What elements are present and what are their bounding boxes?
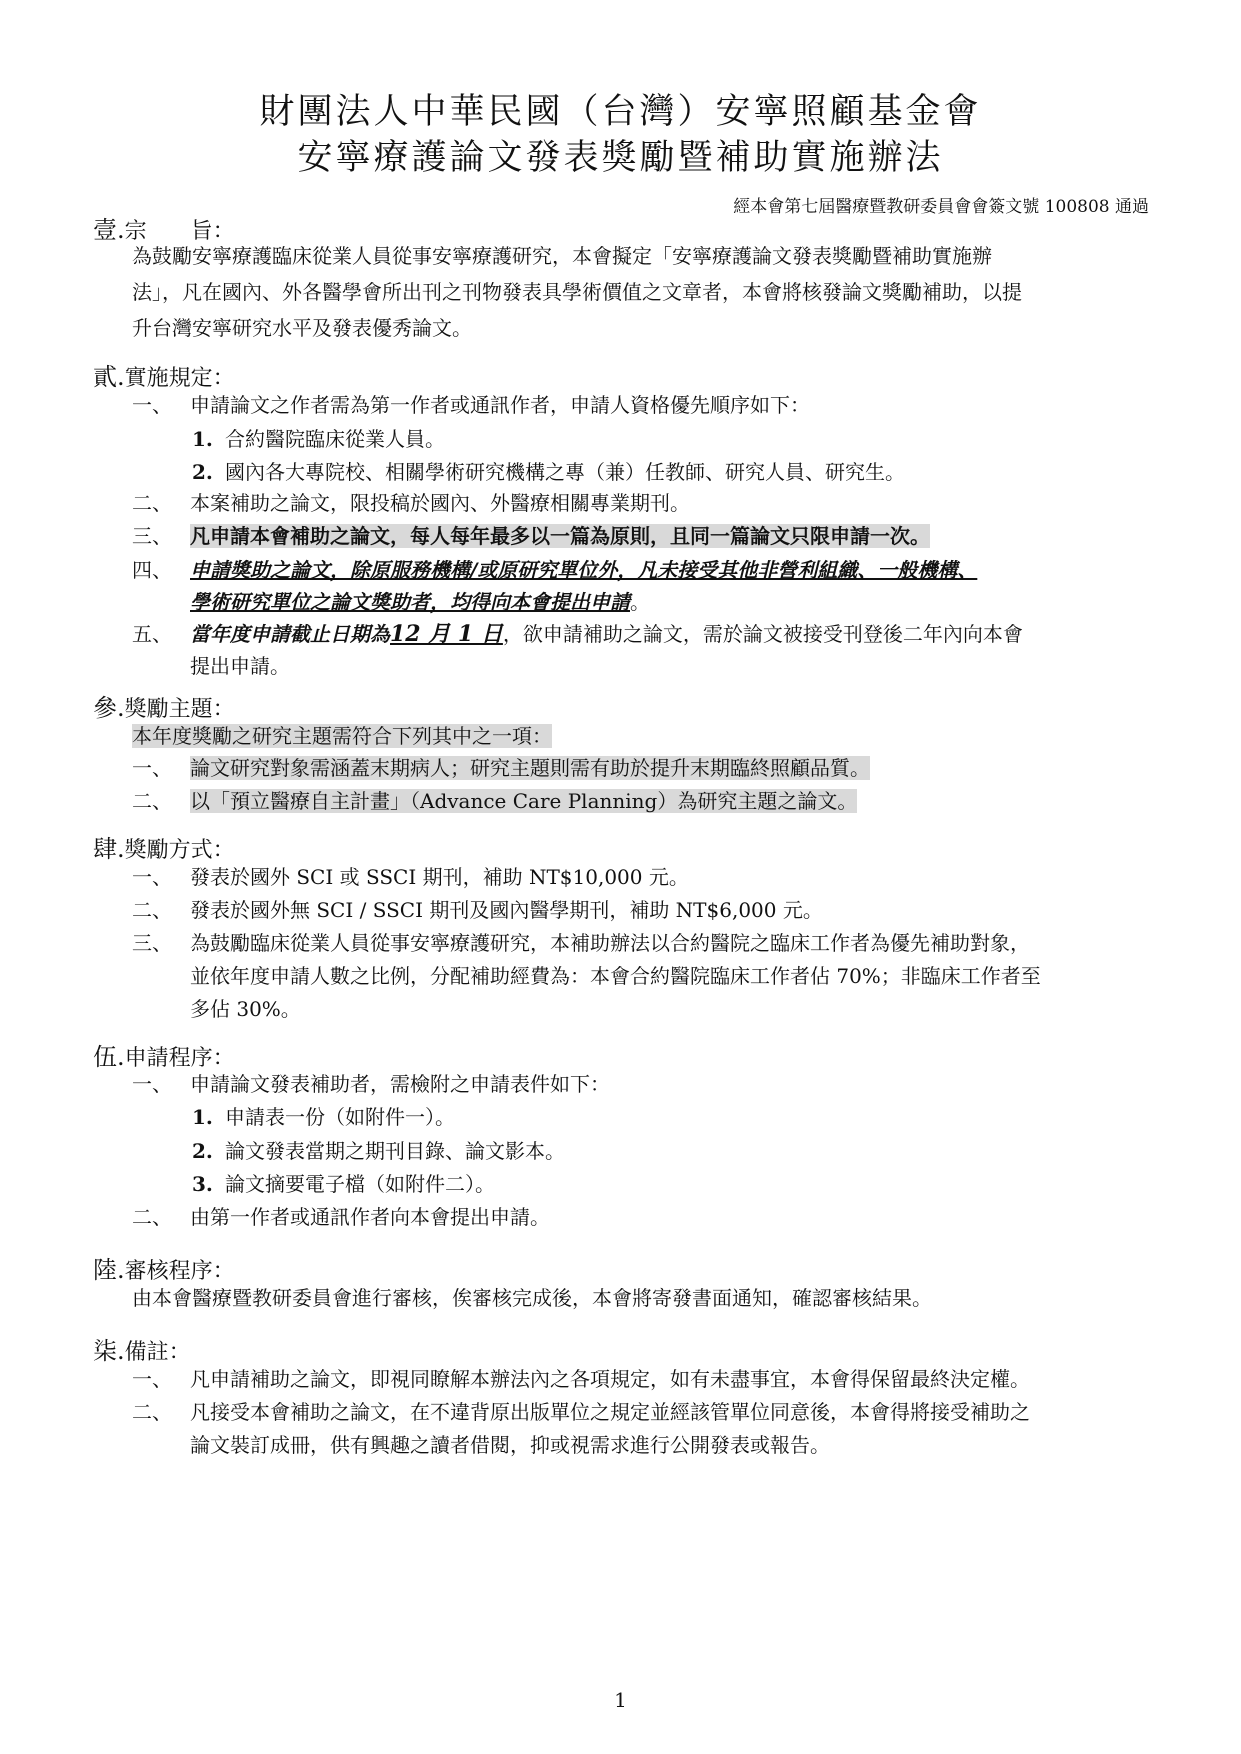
reward-1-text: 發表於國外 SCI 或 SSCI 期刊，補助 NT$10,000 元。 [190,865,689,889]
highlighted-text: 凡申請本會補助之論文，每人每年最多以一篇為原則，且同一篇論文只限申請一次。 [190,524,930,548]
section-heading-application [93,1037,235,1072]
application-doc-2: 論文發表當期之期刊目錄、論文影本。 [225,1139,565,1163]
rule-4-line-2-end: 。 [630,590,650,614]
section-title: 實施規定： [124,366,235,391]
list-marker: 二、 [132,1205,172,1229]
list-marker: 二、 [132,1400,172,1424]
list-marker: 三、 [132,524,172,548]
rule-4-line-2-emph: 學術研究單位之論文獎助者，均得向本會提出申請 [190,590,630,614]
section-title: 申請程序： [124,1046,235,1071]
application-1-text: 申請論文發表補助者，需檢附之申請表件如下： [190,1072,610,1096]
sub-number: 2. [192,460,213,484]
note-1-text: 凡申請補助之論文，即視同瞭解本辦法內之各項規定，如有未盡事宜，本會得保留最終決定權。 [190,1367,1030,1391]
application-doc-1: 申請表一份（如附件一）。 [225,1105,455,1129]
section-number: 壹. [93,216,125,244]
section-heading-rules [93,357,235,392]
section-title: 獎勵方式： [124,838,235,863]
section-heading-review [93,1250,235,1285]
list-marker: 五、 [132,622,172,646]
list-marker: 一、 [132,756,172,780]
section-number: 貳. [93,363,125,391]
list-marker: 三、 [132,931,172,955]
highlighted-text: 以「預立醫療自主計畫」（Advance Care Planning）為研究主題之論文。 [190,789,858,813]
purpose-line-1: 為鼓勵安寧療護臨床從業人員從事安寧療護研究，本會擬定「安寧療護論文發表獎勵暨補助實施辦 [132,244,992,268]
sub-number: 3. [192,1172,213,1196]
review-text: 由本會醫療暨教研委員會進行審核，俟審核完成後，本會將寄發書面通知，確認審核結果。 [132,1286,932,1310]
list-marker: 四、 [132,558,172,582]
application-2-text: 由第一作者或通訊作者向本會提出申請。 [190,1205,550,1229]
reward-3-line-1: 為鼓勵臨床從業人員從事安寧療護研究，本補助辦法以合約醫院之臨床工作者為優先補助對象， [190,931,1030,955]
purpose-line-3: 升台灣安寧研究水平及發表優秀論文。 [132,316,472,340]
sub-number: 1. [192,1105,213,1129]
purpose-line-2: 法」，凡在國內、外各醫學會所出刊之刊物發表具學術價值之文章者，本會將核發論文獎勵補助，以提 [132,280,1022,304]
topic-2-text [190,786,857,816]
reward-3-line-2: 並依年度申請人數之比例，分配補助經費為：本會合約醫院臨床工作者佔 70%；非臨床工作者至 [190,964,1041,988]
sub-number: 1. [192,427,213,451]
deadline-label: 當年度申請截止日期為 [190,622,390,646]
list-marker: 一、 [132,865,172,889]
rule-4-line-1: 申請獎助之論文，除原服務機構/或原研究單位外，凡未接受其他非營利組織、一般機構、 [190,558,978,582]
approval-note: 經本會第七屆醫療暨教研委員會會簽文號 100808 通過 [733,197,1149,217]
rule-1-sub-2: 國內各大專院校、相關學術研究機構之專（兼）任教師、研究人員、研究生。 [225,460,905,484]
rule-1-text: 申請論文之作者需為第一作者或通訊作者，申請人資格優先順序如下： [190,393,810,417]
rule-5-line-2: 提出申請。 [190,654,290,678]
highlighted-text: 論文研究對象需涵蓋末期病人；研究主題則需有助於提升末期臨終照顧品質。 [190,756,870,780]
section-title: 宗 旨： [124,219,235,244]
section-title: 審核程序： [124,1259,235,1284]
section-heading-notes [93,1331,191,1366]
rule-2-text: 本案補助之論文，限投稿於國內、外醫療相關專業期刊。 [190,491,690,515]
list-marker: 一、 [132,1072,172,1096]
rule-1-sub-1: 合約醫院臨床從業人員。 [225,427,445,451]
deadline-date: 12 月 1 日 [390,621,503,647]
reward-2-text: 發表於國外無 SCI / SSCI 期刊及國內醫學期刊，補助 NT$6,000 元。 [190,898,823,922]
rule-4-line-2 [190,587,650,617]
list-marker: 二、 [132,898,172,922]
page-number: 1 [614,1688,627,1712]
note-2-line-2: 論文裝訂成冊，供有興趣之讀者借閱，抑或視需求進行公開發表或報告。 [190,1433,830,1457]
section-heading-purpose [93,210,235,245]
section-number: 陸. [93,1256,125,1284]
section-title: 獎勵主題： [124,697,235,722]
list-marker: 二、 [132,491,172,515]
section-heading-topics [93,688,235,723]
rule-5-rest: ，欲申請補助之論文，需於論文被接受刊登後二年內向本會 [502,622,1023,646]
list-marker: 二、 [132,789,172,813]
topics-intro [132,721,552,751]
section-number: 參. [93,694,125,722]
sub-number: 2. [192,1139,213,1163]
section-title: 備註： [124,1340,191,1365]
note-2-line-1: 凡接受本會補助之論文，在不違背原出版單位之規定並經該管單位同意後，本會得將接受補助之 [190,1400,1030,1424]
highlighted-text: 本年度獎勵之研究主題需符合下列其中之一項： [132,724,552,748]
list-marker: 一、 [132,393,172,417]
section-number: 肆. [93,835,125,863]
section-number: 柒. [93,1337,125,1365]
topic-1-text [190,753,870,783]
section-heading-rewards [93,829,235,864]
rule-3-text [190,521,930,551]
document-title-line2: 安寧療護論文發表獎勵暨補助實施辦法 [297,138,944,178]
document-title-line1: 財團法人中華民國（台灣）安寧照顧基金會 [259,92,982,132]
list-marker: 一、 [132,1367,172,1391]
application-doc-3: 論文摘要電子檔（如附件二）。 [225,1172,495,1196]
reward-3-line-3: 多佔 30%。 [190,997,301,1021]
section-number: 伍. [93,1043,125,1071]
rule-5-line-1 [190,619,1023,649]
